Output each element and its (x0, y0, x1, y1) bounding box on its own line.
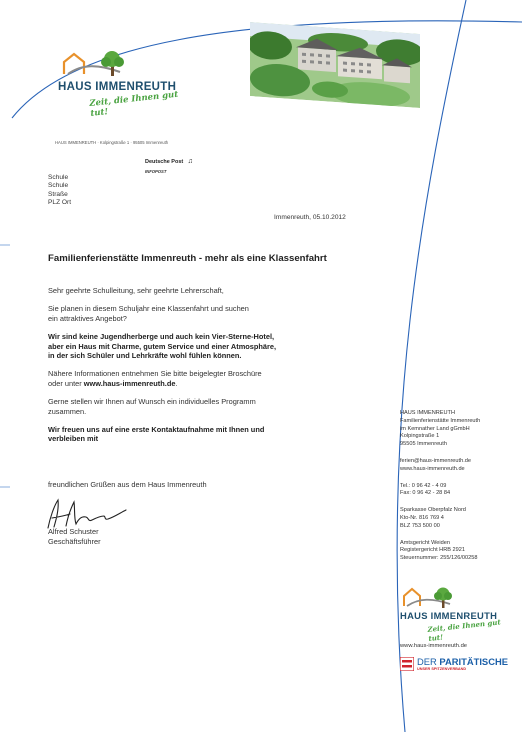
paragraph-program: Gerne stellen wir Ihnen auf Wunsch ein individuelles Programm zusammen. (48, 397, 256, 416)
closing-greeting: freundlichen Grüßen aus dem Haus Immenreuth (48, 480, 207, 489)
website-link[interactable]: www.haus-immenreuth.de (83, 378, 176, 388)
sidebar-logo (400, 586, 515, 642)
partner-name (417, 656, 508, 667)
header-logo (58, 50, 193, 122)
building-photo-image (250, 22, 420, 108)
partner-subline: UNSER SPITZENVERBAND (417, 667, 467, 671)
letter-subject: Familienferienstätte Immenreuth - mehr als eine Klassenfahrt (48, 253, 327, 264)
sender-address-line: HAUS IMMENREUTH · Kolpingstraße 1 · 95505 Immenreuth (55, 140, 169, 145)
info-prefix: oder unter (48, 378, 84, 388)
recipient-line: Schule (48, 182, 69, 190)
registry-info: Amtsgericht Weiden Registergericht HRB 2921 Steuernummer: 255/126/00258 (400, 539, 478, 562)
recipient-address (48, 174, 71, 208)
contact-info[interactable]: ferien@haus-immenreuth.de www.haus-immenreuth.de (400, 457, 471, 472)
postage-mark (145, 150, 193, 174)
sidebar-info (400, 410, 515, 563)
sidebar-website[interactable]: www.haus-immenreuth.de (400, 643, 468, 649)
header-photo (250, 22, 420, 108)
postage-brand: Deutsche Post (145, 159, 184, 165)
recipient-line: Straße (48, 190, 68, 198)
paragraph-info (48, 369, 378, 388)
sidebar-brand-slogan: Zeit, die Ihnen gut tut! (427, 617, 502, 643)
brand-name: HAUS IMMENREUTH (58, 81, 177, 93)
brand-slogan: Zeit, die Ihnen gut tut! (88, 89, 179, 119)
salutation: Sehr geehrte Schulleitung, sehr geehrte Lehrerschaft, (48, 286, 224, 295)
paragraph-highlight: Wir sind keine Jugendherberge und auch kein Vier-Sterne-Hotel, aber ein Haus mit Charme, gutem Service und einer Atmosphäre, in der sich Schüler und Lehrkräfte wohl fühlen können. (48, 332, 277, 361)
signer-title: Geschäftsführer (48, 537, 101, 546)
recipient-line: PLZ Ort (48, 199, 72, 207)
letter-body (48, 286, 378, 444)
house-tree-logo-icon (402, 586, 462, 610)
signer-name: Alfred Schuster (48, 527, 99, 536)
bank-details: Sparkasse Oberpfalz Nord Kto-Nr. 816 769 4 BLZ 753 500 00 (400, 507, 466, 529)
postage-type: INFOPOST (145, 169, 167, 174)
paragraph-intro: Sie planen in diesem Schuljahr eine Klassenfahrt und suchen ein attraktives Angebot? (48, 304, 249, 323)
sidebar-brand-name: HAUS IMMENREUTH (400, 610, 498, 621)
company-address: HAUS IMMENREUTH Familienferienstätte Immenreuth im Kemnather Land gGmbH Kolpingstraße 1 95505 Immenreuth (400, 410, 481, 448)
letter-date: Immenreuth, 05.10.2012 (274, 214, 346, 221)
partner-logo (400, 656, 510, 674)
info-line: Nähere Informationen entnehmen Sie bitte beigelegter Broschüre (48, 369, 262, 379)
paritaetische-emblem-icon (400, 657, 414, 671)
info-suffix: . (175, 378, 178, 388)
phone-fax: Tel.: 0 96 42 - 4 09 Fax: 0 96 42 - 28 84 (400, 482, 451, 497)
partner-bold: PARITÄTISCHE (439, 656, 508, 667)
partner-prefix: DER (417, 656, 440, 667)
paragraph-closing-bold: Wir freuen uns auf eine erste Kontaktaufnahme mit Ihnen und verbleiben mit (48, 425, 265, 444)
post-horn-icon: ♫ (187, 158, 193, 165)
house-tree-logo-icon (62, 50, 132, 80)
recipient-line: Schule (48, 174, 69, 181)
